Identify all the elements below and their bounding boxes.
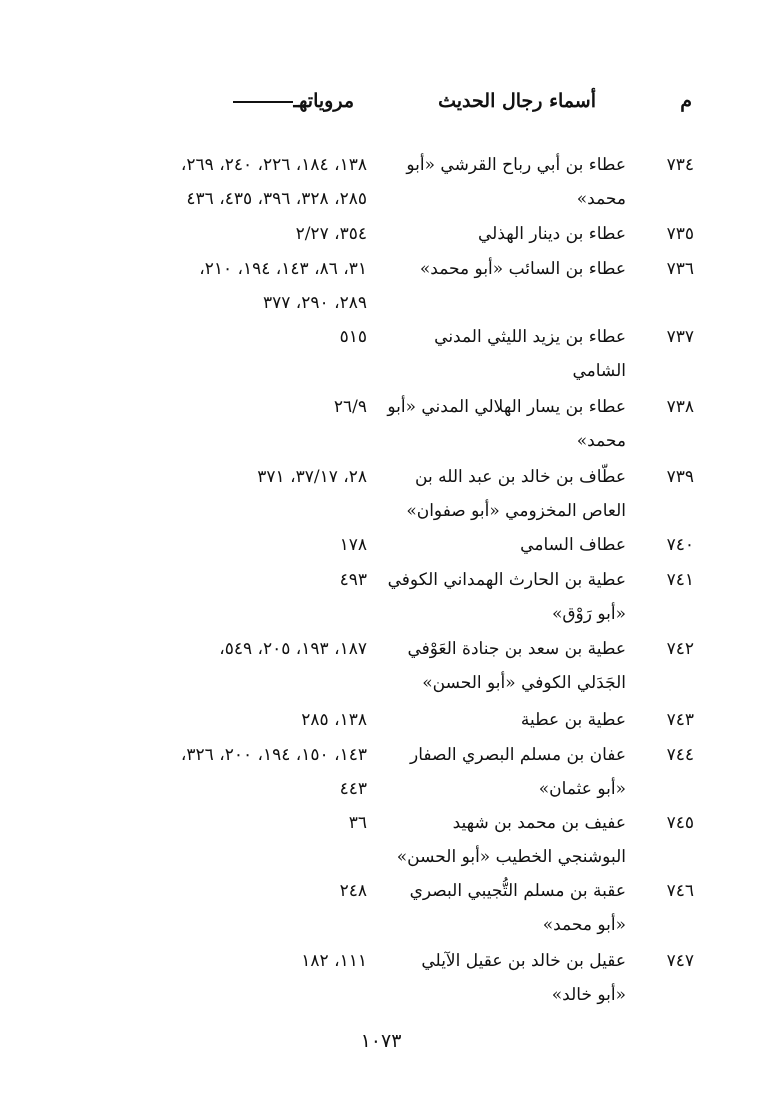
- entry-row: [0, 320, 762, 384]
- narrator-name-line: عطية بن سعد بن جنادة العَوْفي: [407, 639, 626, 659]
- narrations-list: [67, 738, 367, 806]
- entry-number: ٧٣٧: [666, 327, 694, 347]
- narrator-name-line: عطية بن الحارث الهمداني الكوفي: [387, 570, 626, 590]
- entry-number: ٧٤٦: [666, 881, 694, 901]
- entry-number: ٧٣٥: [666, 224, 694, 244]
- narrations-list: [67, 252, 367, 320]
- narrator-name: [376, 703, 626, 737]
- entry-number: ٧٣٨: [666, 397, 694, 417]
- narrations-line: ٣١، ٨٦، ١٤٣، ١٩٤، ٢١٠،: [199, 259, 367, 279]
- narrator-name: [376, 632, 626, 700]
- narrator-name-line: «أبو رَوْق»: [551, 604, 626, 624]
- narrator-name-line: عطاء بن دينار الهذلي: [478, 224, 626, 244]
- narrations-list: [67, 563, 367, 597]
- header-names-column: أسماء رجال الحديث: [438, 90, 596, 112]
- narrator-name: [376, 460, 626, 528]
- narrator-name-line: البوشنجي الخطيب «أبو الحسن»: [396, 847, 626, 867]
- narrations-line: ٢٤٨: [339, 881, 367, 901]
- narrations-line: ١٧٨: [339, 535, 367, 555]
- entry-number: ٧٤١: [666, 570, 694, 590]
- narrator-name-line: «أبو محمد»: [542, 915, 626, 935]
- entry-number: ٧٣٦: [666, 259, 694, 279]
- header-narrations-column: [229, 90, 354, 112]
- narrator-name: [376, 528, 626, 562]
- entry-number: ٧٣٤: [666, 155, 694, 175]
- narrator-name: [376, 390, 626, 458]
- entry-row: [0, 806, 762, 870]
- narrator-name: [376, 944, 626, 1012]
- narrator-name-line: عطية بن عطية: [520, 710, 626, 730]
- narrations-list: [67, 874, 367, 908]
- narrator-name: [376, 563, 626, 631]
- narrator-name-line: عقبة بن مسلم التُّجيبي البصري: [409, 881, 626, 901]
- narrations-line: ٢٨، ٣٧/١٧، ٣٧١: [257, 467, 367, 487]
- narrations-line: ١٣٨، ١٨٤، ٢٢٦، ٢٤٠، ٢٦٩،: [180, 155, 367, 175]
- narrator-name: [376, 217, 626, 251]
- narrator-name-line: محمد»: [576, 431, 626, 451]
- entry-row: [0, 390, 762, 454]
- narrations-list: [67, 148, 367, 216]
- entry-row: [0, 148, 762, 212]
- entry-number: ٧٤٤: [666, 745, 694, 765]
- narrator-name-line: عقيل بن خالد بن عقيل الآيلي: [421, 951, 626, 971]
- narrator-name: [376, 320, 626, 388]
- narrator-name-line: عطاء بن السائب «أبو محمد»: [419, 259, 626, 279]
- narrator-name-line: عفان بن مسلم البصري الصفار: [409, 745, 626, 765]
- narrator-name-line: عطاء بن يسار الهلالي المدني «أبو: [387, 397, 626, 417]
- narrations-line: ١٨٧، ١٩٣، ٢٠٥، ٥٤٩،: [219, 639, 367, 659]
- entry-row: [0, 874, 762, 938]
- narrator-name: [376, 148, 626, 216]
- entry-row: [0, 460, 762, 524]
- narrator-name-line: محمد»: [576, 189, 626, 209]
- narrator-name: [376, 806, 626, 874]
- narrations-line: ٢٨٥، ٣٢٨، ٣٩٦، ٤٣٥، ٤٣٦: [186, 189, 367, 209]
- narrations-list: [67, 217, 367, 251]
- narrations-line: ٣٦: [348, 813, 367, 833]
- narrations-list: [67, 460, 367, 494]
- narrator-name: [376, 738, 626, 806]
- narrations-list: [67, 528, 367, 562]
- narrations-list: [67, 703, 367, 737]
- narrator-name: [376, 252, 626, 286]
- entry-number: ٧٤٠: [666, 535, 694, 555]
- narrator-name-line: عطاف السامي: [520, 535, 626, 555]
- narrations-line: ٢٦/٩: [333, 397, 367, 417]
- narrations-line: ١٤٣، ١٥٠، ١٩٤، ٢٠٠، ٣٢٦،: [180, 745, 367, 765]
- header-rule: [233, 101, 293, 103]
- header-number-column: م: [680, 90, 692, 112]
- entry-row: [0, 738, 762, 802]
- narrations-list: [67, 944, 367, 978]
- entry-row: [0, 563, 762, 627]
- entry-number: ٧٤٥: [666, 813, 694, 833]
- narrator-name-line: عفيف بن محمد بن شهيد: [452, 813, 626, 833]
- narrations-line: ٣٥٤، ٢/٢٧: [295, 224, 367, 244]
- entry-row: [0, 252, 762, 316]
- narrations-line: ١١١، ١٨٢: [301, 951, 367, 971]
- entry-number: ٧٤٣: [666, 710, 694, 730]
- narrations-list: [67, 632, 367, 666]
- narrator-name: [376, 874, 626, 942]
- narrator-name-line: الجَدَلي الكوفي «أبو الحسن»: [422, 673, 626, 693]
- narrator-name-line: عطاء بن يزيد الليثي المدني: [434, 327, 626, 347]
- narrator-name-line: العاص المخزومي «أبو صفوان»: [406, 501, 626, 521]
- entry-row: [0, 944, 762, 1008]
- entry-row: [0, 632, 762, 696]
- narrator-name-line: «أبو خالد»: [551, 985, 626, 1005]
- page-number: ١٠٧٣: [360, 1030, 402, 1052]
- narrations-list: [67, 390, 367, 424]
- narrations-line: ١٣٨، ٢٨٥: [301, 710, 367, 730]
- narrator-name-line: عطاء بن أبي رباح القرشي «أبو: [406, 155, 626, 175]
- entry-number: ٧٤٢: [666, 639, 694, 659]
- entry-number: ٧٤٧: [666, 951, 694, 971]
- narrations-list: [67, 320, 367, 354]
- narrator-name-line: «أبو عثمان»: [538, 779, 626, 799]
- narrator-name-line: الشامي: [572, 361, 626, 381]
- narrations-line: ٤٩٣: [339, 570, 367, 590]
- header-narrations-label: مروياتهـ: [293, 90, 354, 112]
- narrations-list: [67, 806, 367, 840]
- entry-number: ٧٣٩: [666, 467, 694, 487]
- narrations-line: ٥١٥: [339, 327, 367, 347]
- narrator-name-line: عطّاف بن خالد بن عبد الله بن: [415, 467, 626, 487]
- narrations-line: ٤٤٣: [339, 779, 367, 799]
- narrations-line: ٢٨٩، ٢٩٠، ٣٧٧: [263, 293, 367, 313]
